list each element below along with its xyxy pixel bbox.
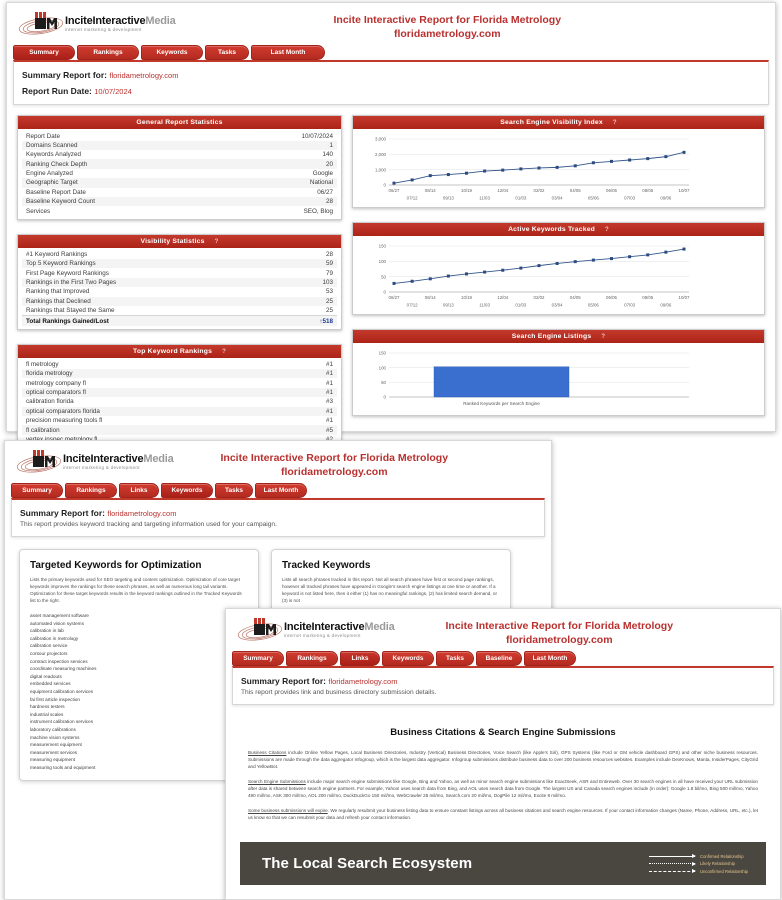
list-item: contract inspection services [30,658,88,664]
report-window-links[interactable] [225,608,781,900]
card-targeted-keywords [19,549,259,780]
report-run-date-label: Report Run Date: [22,86,92,97]
svg-text:06/05: 06/05 [606,295,617,301]
report-window-summary[interactable] [6,2,776,432]
table-row [22,197,337,206]
svg-text:06/27: 06/27 [388,188,400,194]
paragraph-submissions-expire [248,808,758,822]
svg-text:02/02: 02/02 [533,188,545,194]
card-header-general-stats: General Report Statistics [18,116,341,129]
svg-text:04/05: 04/05 [569,295,581,301]
tab-tasks[interactable]: Tasks [205,45,249,60]
card-header-visibility-index-text: Search Engine Visibility Index [500,119,603,127]
list-item: calibration in metrology [30,635,79,641]
row-label: precision measuring tools fl [26,417,103,425]
logo[interactable] [17,9,176,39]
svg-text:10/19: 10/19 [461,188,472,194]
svg-text:01/03: 01/03 [515,302,527,308]
card-active-keywords-tracked [352,222,765,315]
card-header-active-keywords-text: Active Keywords Tracked [508,226,596,234]
logo[interactable] [15,447,174,477]
legend-line-dotted-icon [649,863,695,864]
table-row [22,287,337,296]
card-general-report-statistics [17,115,342,219]
tracked-keywords-description: Lists all search phrases tracked in this report. Not all search phrases have first or second page rankings, however all tracked phrases have appeared in Google's search engine listings at one time or another. If a keyword is not listed here, then it either (1) has no meaningful rankings, (2) has limited search demand, or (3) is not [282,577,497,604]
table-row [22,131,337,140]
logo-name-part3: Media [143,452,174,465]
legend-item [649,869,748,874]
list-item: laboratory calibrations [30,727,76,733]
legend-label: Unconfirmed Relationship [700,868,748,874]
row-value: 10/07/2024 [301,132,333,140]
row-label: Top 5 Keyword Rankings [26,260,96,268]
row-label: calibration florida [26,398,74,406]
legend-label: Confirmed Relationship [700,853,744,859]
lead-search-engine-submissions: Search Engine Submissions [248,779,306,785]
card-visibility-statistics [17,234,342,330]
row-value: #1 [325,360,333,368]
svg-text:0: 0 [383,289,386,295]
tab-tasks[interactable]: Tasks [215,483,253,498]
table-row [22,297,337,306]
logo-name-part2: Interactive [90,452,144,465]
logo-tagline: internet marketing & development [63,464,140,470]
svg-text:3,000: 3,000 [375,136,386,142]
logo[interactable] [236,615,395,645]
list-item: embedded services [30,681,71,687]
list-item: equipment calibration services [30,689,94,694]
para2-text: include major search engine submissions like Google, Bing and Yahoo, as well as minor search engine submissions like ExactSeek, ASR and Entireweb. Over 30 search engines in all have received your URL submission after data is shared between search engine partners. For example, Yahoo! uses search data from Bing, and AOL uses search data from Google. The largest US and Canada search engines include (in order): Google 1.8 bil/mo, Bing 500 mil/mo, Yahoo 490 mil/mo, ASK 300 mil/mo, AOL 200 mil/mo, DuckDuckGo 150 mil/mo, WebCrawler 25 mil/mo, Search.com 20 mil/mo, DogPile 12 mil/mo, Excite 8 mil/mo. [248,779,758,799]
iim-logo-icon [236,615,282,645]
summary-report-for-line [20,508,536,518]
summary-report-label: Summary Report for: [241,676,327,687]
iim-logo-icon [17,9,63,39]
summary-report-for-line [22,70,760,80]
chart-visibility-index [353,129,764,207]
svg-text:11/03: 11/03 [479,195,490,201]
summary-strip-window2 [11,498,545,537]
tab-rankings[interactable]: Rankings [65,483,117,498]
links-document-body [226,705,780,838]
legend-item [649,854,748,859]
table-row [22,425,337,434]
svg-text:05/06: 05/06 [587,195,599,201]
list-item: calibration service [30,643,68,649]
ecosystem-title: The Local Search Ecosystem [262,855,473,873]
svg-text:10/07: 10/07 [678,295,690,301]
summary-strip-window3 [232,666,774,705]
card-header-active-keywords [353,223,764,236]
svg-text:03/04: 03/04 [551,195,563,201]
row-label: Report Date [26,132,60,140]
svg-text:04/05: 04/05 [569,188,581,194]
lead-business-citations: Business Citations [248,750,287,756]
table-row [22,259,337,268]
summary-report-for-line [241,676,765,686]
row-label: Rankings that Stayed the Same [26,307,115,315]
row-value: 28 [325,198,333,206]
list-item: hardness testers [30,704,65,710]
tab-tasks[interactable]: Tasks [436,651,474,666]
row-label: Rankings in the First Two Pages [26,279,117,287]
svg-text:01/03: 01/03 [515,195,527,201]
svg-text:05/06: 05/06 [587,302,599,308]
list-item: contour projectors [30,650,68,656]
svg-text:1,000: 1,000 [375,167,386,173]
legend-label: Likely Relationship [700,861,735,867]
report-title-line2: floridametrology.com [280,466,388,479]
summary-description: This report provides link and business directory submission details. [241,689,437,697]
svg-text:50: 50 [381,380,386,386]
tab-rankings[interactable]: Rankings [77,45,139,60]
card-header-se-listings-text: Search Engine Listings [511,333,592,341]
card-header-top-keywords [18,345,341,358]
tab-last-month[interactable]: Last Month [255,483,307,498]
list-item: machine vision systems [30,734,80,740]
svg-text:08/14: 08/14 [424,188,436,194]
paragraph-search-engine-submissions [248,779,758,800]
tab-keywords[interactable]: Keywords [161,483,213,498]
row-value: #1 [325,370,333,378]
row-label: Services [26,207,51,215]
row-value: Google [312,170,333,178]
svg-text:150: 150 [378,243,386,249]
svg-text:08/05: 08/05 [642,295,654,301]
lead-submissions-expire: Some business submissions will expire [248,808,328,814]
table-row [22,278,337,287]
tab-summary[interactable]: Summary [13,45,75,60]
svg-text:03/04: 03/04 [551,302,563,308]
svg-text:09/06: 09/06 [660,195,672,201]
row-value: 1 [329,141,333,149]
svg-text:150: 150 [378,350,386,356]
report-title-line2: floridametrology.com [505,634,613,647]
svg-text:07/03: 07/03 [624,302,636,308]
row-value: 103 [322,279,333,287]
list-item: coordinate measuring machines [30,666,97,672]
row-label: Baseline Keyword Count [26,198,95,206]
tracked-keywords-heading: Tracked Keywords [282,560,371,572]
tab-last-month[interactable]: Last Month [524,651,576,666]
row-value: #1 [325,389,333,397]
table-row [22,250,337,259]
logo-name-part1: Incite [284,620,312,633]
logo-name-part2: Interactive [92,14,146,27]
svg-text:07/03: 07/03 [624,195,636,201]
row-label: Baseline Report Date [26,188,86,196]
report-title-line1: Incite Interactive Report for Florida Metrology [445,620,674,632]
total-label: Total Rankings Gained/Lost [22,316,280,326]
row-value: 28 [325,250,333,258]
logo-name-part1: Incite [63,452,91,465]
targeted-keywords-description: Lists the primary keywords used for SEO targeting and content optimization. Optimization of core target keywords improves the rankings for these search phrases, as well as numerous long tail variants. Optimization for these target keywords results in the keyword rankings outlined in the Tracked Keywords list to the right. [30,577,242,604]
row-label: Ranking Check Depth [26,160,88,168]
tab-keywords[interactable]: Keywords [141,45,203,60]
targeted-keywords-heading: Targeted Keywords for Optimization [30,560,202,572]
help-icon[interactable]: ? [601,334,606,341]
row-value: 140 [322,151,333,159]
legend-item [649,861,748,866]
window2-header [5,441,551,483]
tab-bar-window3[interactable] [226,651,780,666]
summary-report-value[interactable]: floridametrology.com [109,71,179,81]
svg-text:0: 0 [383,394,386,400]
table-general-stats [22,131,337,215]
card-header-visibility [18,235,341,248]
table-row [22,378,337,387]
help-icon[interactable]: ? [214,238,219,245]
window1-header [7,3,775,45]
table-row [22,388,337,397]
svg-text:08/14: 08/14 [424,295,436,301]
table-row-total [22,316,337,326]
row-value: 59 [325,260,333,268]
card-header-visibility-index [353,116,764,129]
table-row [22,416,337,425]
row-value: #1 [325,417,333,425]
logo-tagline: internet marketing & development [284,632,361,638]
table-visibility-stats [22,250,337,326]
svg-text:09/13: 09/13 [442,302,454,308]
summary-report-label: Summary Report for: [20,508,106,519]
svg-text:06/05: 06/05 [606,188,617,194]
row-value: 25 [325,307,333,315]
row-value: #3 [325,398,333,406]
row-label: optical comparators florida [26,407,100,415]
row-label: Ranking that Improved [26,288,90,296]
table-row [22,150,337,159]
page-title [174,447,495,479]
table-row [22,407,337,416]
svg-text:Ranked Keywords per Search Eng: Ranked Keywords per Search Engine [463,401,540,407]
svg-text:09/13: 09/13 [442,195,454,201]
tab-keywords[interactable]: Keywords [382,651,434,666]
row-label: Engine Analyzed [26,170,73,178]
row-value: #1 [325,407,333,415]
summary-report-value[interactable]: floridametrology.com [328,677,398,687]
row-label: florida metrology [26,370,73,378]
svg-text:11/03: 11/03 [479,302,490,308]
tab-bar-window2[interactable] [5,483,551,498]
targeted-keywords-list [30,612,248,772]
svg-text:10/19: 10/19 [461,295,472,301]
tab-rankings[interactable]: Rankings [286,651,338,666]
row-label: Keywords Analyzed [26,151,81,159]
row-value: 53 [325,288,333,296]
list-item: fai first article inspection [30,696,81,702]
logo-tagline: internet marketing & development [65,26,142,32]
doc-heading: Business Citations & Search Engine Submissions [390,727,616,739]
svg-text:100: 100 [378,365,386,371]
logo-name-part1: Incite [65,14,93,27]
row-label: Domains Scanned [26,141,78,149]
table-row [22,360,337,369]
row-label: Geographic Target [26,179,78,187]
svg-text:10/07: 10/07 [678,188,690,194]
legend-line-dashed-icon [649,871,695,872]
ecosystem-legend [649,851,748,876]
legend-line-solid-icon [649,856,695,857]
chart-active-keywords [353,236,764,314]
table-row [22,159,337,168]
card-header-se-listings [353,330,764,343]
list-item: digital readouts [30,673,62,679]
report-title-line1: Incite Interactive Report for Florida Metrology [333,14,562,26]
report-title-line1: Incite Interactive Report for Florida Metrology [220,452,449,464]
card-search-engine-visibility-index [352,115,765,208]
row-label: fl calibration [26,426,60,434]
tab-summary[interactable]: Summary [232,651,284,666]
page-title [395,615,724,647]
tab-baseline[interactable]: Baseline [476,651,522,666]
list-item: measuring equipment [30,757,76,763]
page-title [176,9,719,41]
row-label: Rankings that Declined [26,297,91,305]
list-item: measuring tools and equipment [30,765,96,771]
row-label: #1 Keyword Rankings [26,250,88,258]
svg-text:50: 50 [381,274,386,280]
tab-summary[interactable]: Summary [11,483,63,498]
para1-text: include Online Yellow Pages, Local Business Directories, Industry (Vertical) Business Directories, Voice Search (like Apple's Siri), GPS Systems (like Ford or GM vehicle dashboard GPS) and other niche business resources. Submissions are made through the data aggregator Infogroup, which is the largest data aggregator. Infogroup submissions distribute business data to over 200 business resources websites. Examples include DexKnows, Manta, InsiderPages, CityGrid and YellowBot. [248,750,758,770]
svg-text:02/02: 02/02 [533,295,545,301]
tab-bar-window1[interactable] [7,45,775,60]
tab-links[interactable]: Links [119,483,159,498]
table-row [22,397,337,406]
logo-name-part3: Media [145,14,176,27]
list-item: measurement services [30,749,78,755]
table-row [22,169,337,178]
summary-description: This report provides keyword tracking and targeting information used for your campaign. [20,521,277,529]
row-value: 06/27 [317,188,333,196]
table-row [22,206,337,215]
table-row [22,306,337,316]
iim-logo-icon [15,447,61,477]
help-icon[interactable]: ? [612,120,617,127]
summary-report-label: Summary Report for: [22,70,108,81]
table-row [22,369,337,378]
row-value: National [309,179,333,187]
tab-links[interactable]: Links [340,651,380,666]
table-row [22,268,337,277]
table-row [22,178,337,187]
local-search-ecosystem-banner [240,842,766,885]
report-run-date-line [22,86,760,96]
row-value: 25 [325,297,333,305]
report-run-date-value: 10/07/2024 [94,87,132,97]
card-header-visibility-text: Visibility Statistics [140,237,205,245]
summary-report-value[interactable]: floridametrology.com [107,509,177,519]
list-item: industrial scales [30,711,64,717]
summary-strip-window1 [13,60,769,105]
row-value: #1 [325,379,333,387]
row-value: #5 [325,426,333,434]
help-icon[interactable]: ? [222,348,226,355]
list-item: calibration in lab [30,628,64,634]
card-header-top-keywords-text: Top Keyword Rankings [133,347,213,355]
row-value: 79 [325,269,333,277]
logo-name-part3: Media [364,620,395,633]
logo-name-part2: Interactive [311,620,365,633]
para3-text: . We regularly resubmit your business listing data to ensure constant listings across all business citations and search engine resources. If your contact information changes (Name, Phone, Address, URL, etc.), let us know so that we can resubmit your data and refresh your contact information. [248,808,759,821]
table-row [22,188,337,197]
svg-text:07/12: 07/12 [406,195,418,201]
svg-text:2,000: 2,000 [375,152,386,158]
svg-text:08/05: 08/05 [642,188,654,194]
card-search-engine-listings [352,329,765,416]
svg-text:0: 0 [383,182,386,188]
list-item: instrument calibration services [30,719,94,725]
row-label: fl metrology [26,360,59,368]
svg-text:12/04: 12/04 [497,295,509,301]
list-item: automated vision systems [30,620,84,626]
chart-search-engine-listings [353,343,764,415]
report-title-line2: floridametrology.com [393,28,501,41]
list-item: measurement equipment [30,742,82,748]
row-label: optical comparators fl [26,389,86,397]
svg-text:09/06: 09/06 [660,302,672,308]
help-icon[interactable]: ? [605,227,609,234]
window3-header [226,609,780,651]
svg-text:100: 100 [378,259,386,265]
table-row [22,141,337,150]
row-label: First Page Keyword Rankings [26,269,109,277]
tab-last-month[interactable]: Last Month [251,45,325,60]
row-value: SEO, Blog [303,207,333,215]
paragraph-business-citations [248,750,758,771]
total-value: ↑518 [280,316,337,326]
row-label: metrology company fl [26,379,86,387]
list-item: asset management software [30,612,89,618]
row-value: 20 [325,160,333,168]
svg-text:07/12: 07/12 [406,302,418,308]
svg-text:12/04: 12/04 [497,188,509,194]
svg-text:06/27: 06/27 [388,295,400,301]
